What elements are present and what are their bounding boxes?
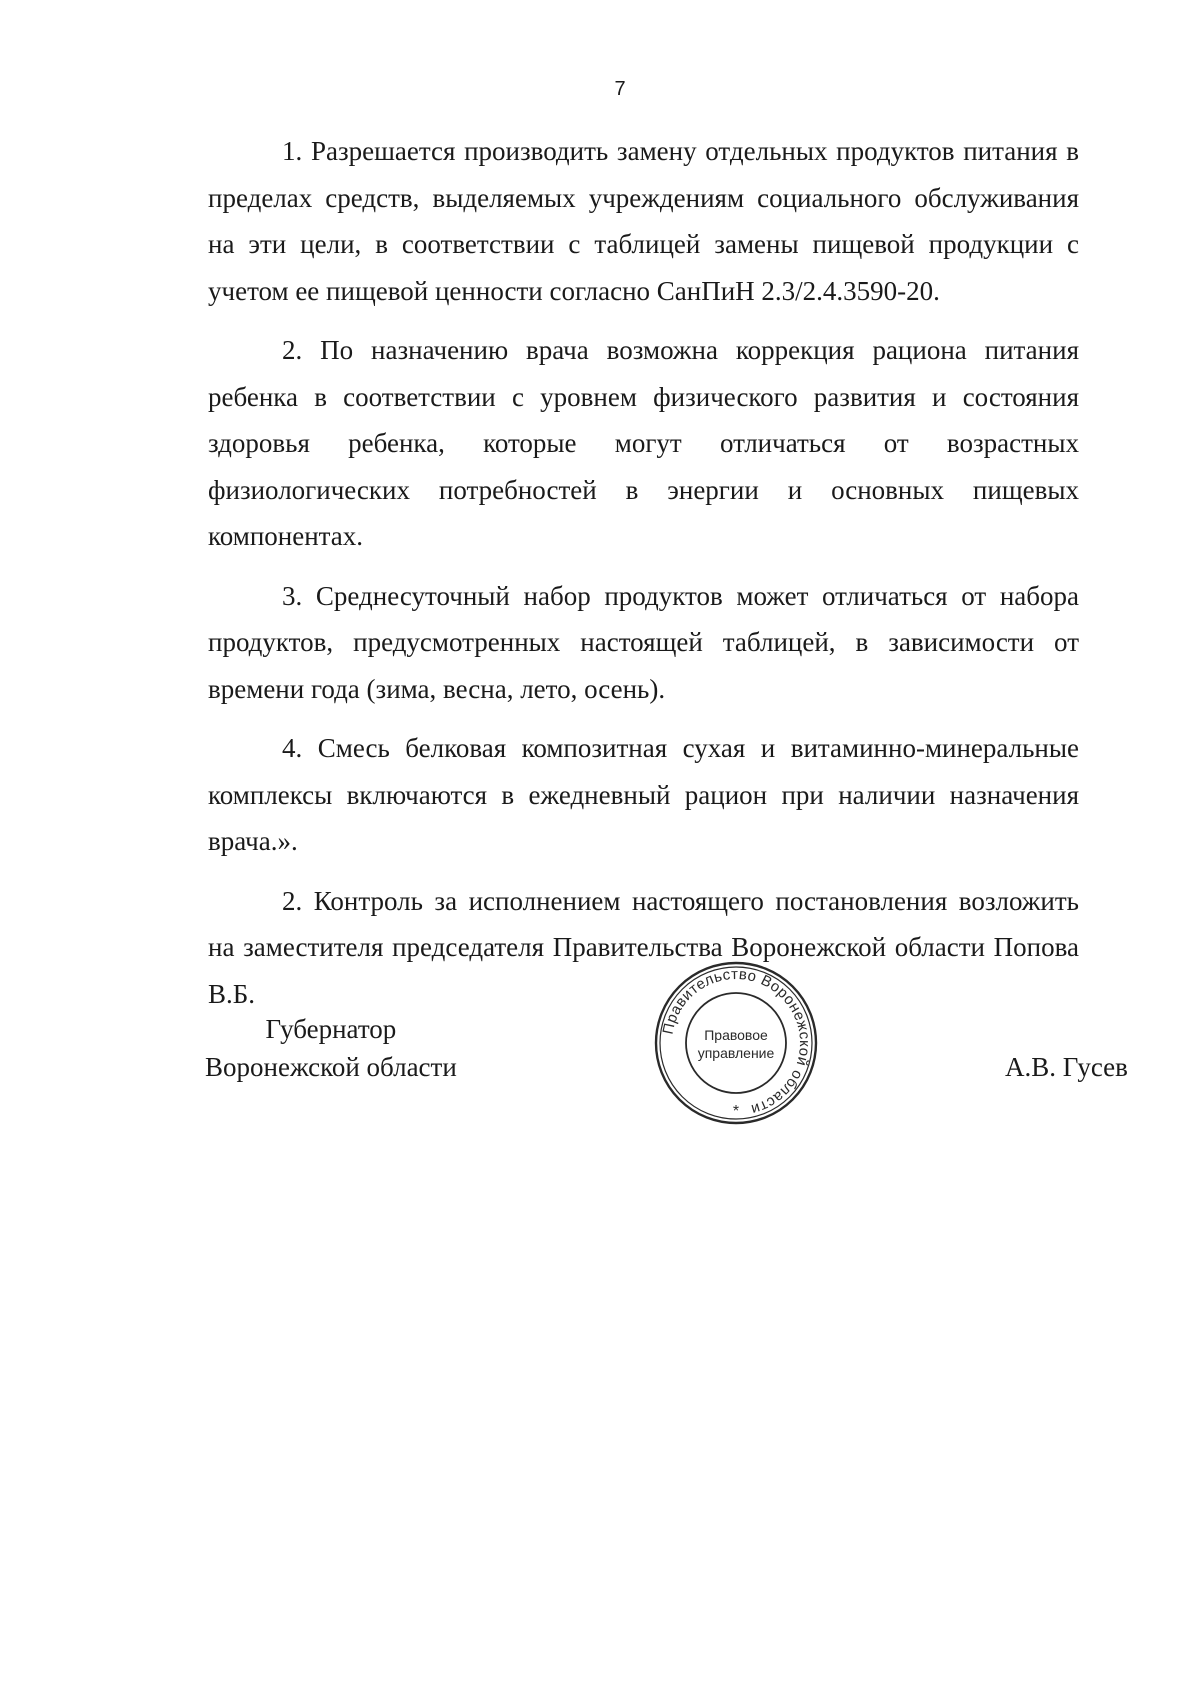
signatory-name: А.В. Гусев	[1005, 1052, 1128, 1082]
official-stamp	[653, 960, 819, 1126]
stamp-rings	[656, 963, 816, 1123]
signature-block	[0, 1010, 1200, 1140]
page-number: 7	[614, 78, 626, 100]
stamp-center-line-1: Правовое	[704, 1027, 768, 1043]
stamp-star-mark: *	[732, 1103, 740, 1120]
signatory-title-line-2: Воронежской области	[205, 1052, 457, 1082]
paragraph-control: 2. Контроль за исполнением настоящего постановления возложить на заместителя председателя Правительства Воронежской области Попова В.Б.	[208, 885, 1079, 1009]
paragraph-1: 1. Разрешается производить замену отдельных продуктов питания в пределах средств, выделяемых учреждениям социального обслуживания на эти цели, в соответствии с таблицей замены пищевой продукции с учетом ее пищевой ценности согласно СанПиН 2.3/2.4.3590-20.	[208, 136, 1079, 306]
signatory-title	[205, 1010, 457, 1086]
document-body	[208, 128, 1079, 1030]
stamp-ring-textpath: Правительство Воронежской области	[659, 965, 814, 1119]
paragraph-2: 2. По назначению врача возможна коррекция рациона питания ребенка в соответствии с уровнем физического развития и состояния здоровья ребенка, которые могут отличаться от возрастных физиологических потребностей в энергии и основных пищевых компонентах.	[208, 335, 1079, 551]
paragraph-4: 4. Смесь белковая композитная сухая и витаминно-минеральные комплексы включаются в ежедневный рацион при наличии назначения врача.».	[208, 733, 1079, 856]
signatory-title-line-1: Губернатор	[265, 1014, 397, 1044]
paragraph-3: 3. Среднесуточный набор продуктов может отличаться от набора продуктов, предусмотренных настоящей таблицей, в зависимости от времени года (зима, весна, лето, осень).	[208, 580, 1079, 704]
stamp-center-line-2: управление	[697, 1045, 775, 1061]
